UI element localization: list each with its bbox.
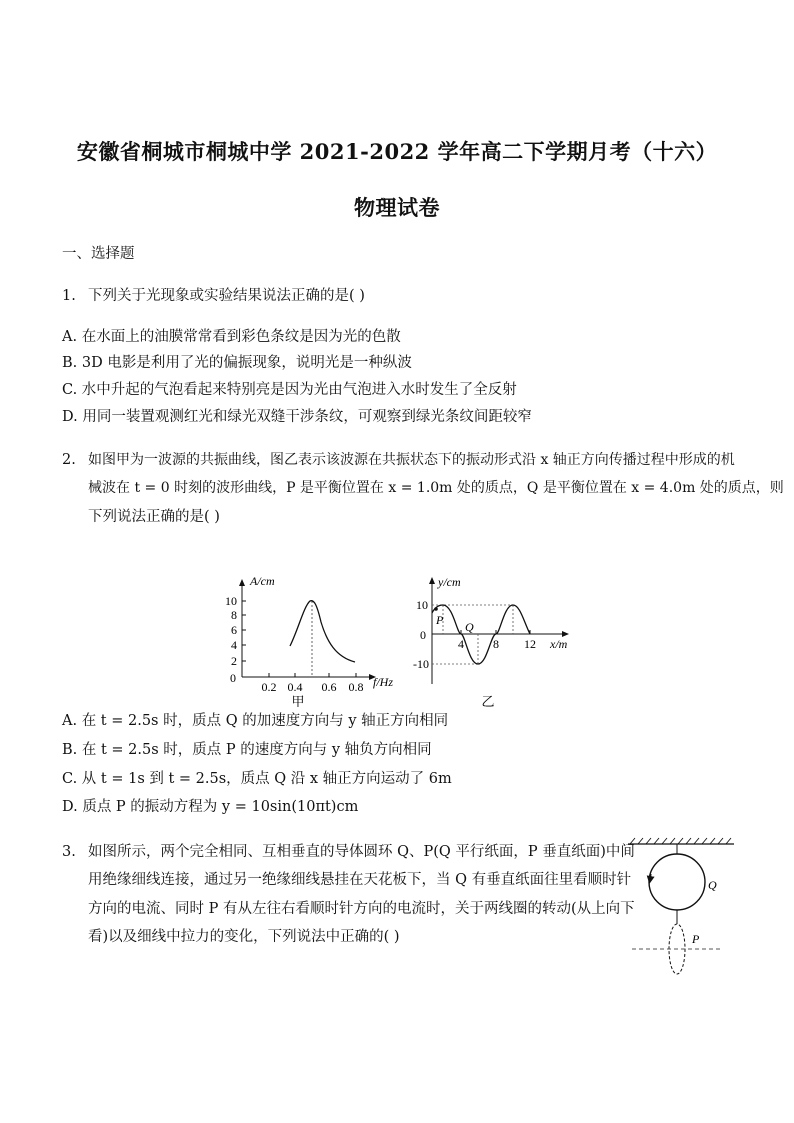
resonance-curve (290, 601, 355, 662)
y-tick-label: 10 (225, 594, 237, 608)
q3-stem-line-3: 方向的电流、同时 P 有从左往右看顺时针方向的电流时，关于两线圈的转动(从上向下 (88, 901, 635, 917)
q2-stem-line-1: 如图甲为一波源的共振曲线，图乙表示该波源在共振状态下的振动形式沿 x 轴正方向传播过程中形成的机 (88, 452, 735, 468)
ring-q (649, 854, 705, 910)
q1-number: 1. (62, 288, 76, 304)
q2-stem-line-3: 下列说法正确的是( ) (88, 509, 220, 525)
q3-stem-line-2: 用绝缘细线连接，通过另一绝缘细线悬挂在天花板下，当 Q 有垂直纸面往里看顺时针 (88, 872, 632, 888)
q3-stem-line-4: 看)以及细线中拉力的变化，下列说法中正确的( ) (88, 929, 400, 945)
figure-caption-yi: 乙 (481, 694, 495, 707)
y-axis-label: A/cm (250, 574, 275, 588)
x-axis-label: x/m (550, 637, 568, 651)
resonance-curve-figure (200, 572, 410, 707)
y-tick-label: 6 (231, 623, 237, 637)
q2-option-c: C. 从 t = 1s 到 t = 2.5s，质点 Q 沿 x 轴正方向运动了 6m (62, 771, 452, 787)
figure-caption-jia: 甲 (291, 694, 305, 707)
q2-stem-line-2: 械波在 t = 0 时刻的波形曲线，P 是平衡位置在 x = 1.0m 处的质点，Q 是平衡位置在 x = 4.0m 处的质点，则 (88, 480, 784, 496)
hanging-rings-figure (622, 836, 740, 986)
origin-label: 0 (420, 628, 426, 642)
page-title: 安徽省桐城市桐城中学 2021-2022 学年高二下学期月考（十六） (76, 139, 718, 164)
q3-stem-line-1: 如图所示，两个完全相同、互相垂直的导体圆环 Q、P(Q 平行纸面，P 垂直纸面)中间 (88, 844, 635, 860)
y-tick-label: 4 (231, 638, 237, 652)
page-subtitle: 物理试卷 (354, 195, 440, 220)
x-tick-label: 4 (458, 637, 464, 651)
y-tick-label: 2 (231, 654, 237, 668)
x-tick-label: 0.6 (321, 680, 337, 694)
q2-number: 2. (62, 452, 76, 468)
q1-option-c: C. 水中升起的气泡看起来特别亮是因为光由气泡进入水时发生了全反射 (62, 382, 517, 398)
q2-option-d: D. 质点 P 的振动方程为 y = 10sin(10πt)cm (62, 799, 359, 815)
y-tick-label-positive: 10 (416, 598, 428, 612)
label-p: P (436, 613, 444, 627)
q1-stem: 下列关于光现象或实验结果说法正确的是( ) (88, 288, 365, 304)
origin-label: 0 (230, 671, 236, 685)
wave-graph-figure (402, 572, 582, 707)
q2-option-b: B. 在 t = 2.5s 时，质点 P 的速度方向与 y 轴负方向相同 (62, 742, 432, 758)
x-tick-label: 8 (493, 637, 499, 651)
q1-option-d: D. 用同一装置观测红光和绿光双缝干涉条纹，可观察到绿光条纹间距较窄 (62, 409, 532, 425)
q3-number: 3. (62, 844, 76, 860)
label-p: P (692, 932, 700, 946)
label-q: Q (465, 620, 474, 634)
y-axis-label: y/cm (438, 575, 461, 589)
y-tick-label: 8 (231, 608, 237, 622)
point-p (434, 607, 438, 611)
x-tick-label: 0.8 (348, 680, 364, 694)
q1-option-a: A. 在水面上的油膜常常看到彩色条纹是因为光的色散 (62, 329, 401, 345)
section-heading: 一、选择题 (62, 246, 135, 262)
q1-option-b: B. 3D 电影是利用了光的偏振现象，说明光是一种纵波 (62, 355, 412, 371)
x-axis-label: f/Hz (373, 675, 394, 689)
x-tick-label: 0.2 (261, 680, 277, 694)
x-tick-label: 0.4 (287, 680, 303, 694)
label-q: Q (708, 878, 717, 892)
q2-option-a: A. 在 t = 2.5s 时，质点 Q 的加速度方向与 y 轴正方向相同 (62, 713, 449, 729)
y-tick-label-negative: -10 (413, 657, 429, 671)
x-tick-label: 12 (524, 637, 536, 651)
